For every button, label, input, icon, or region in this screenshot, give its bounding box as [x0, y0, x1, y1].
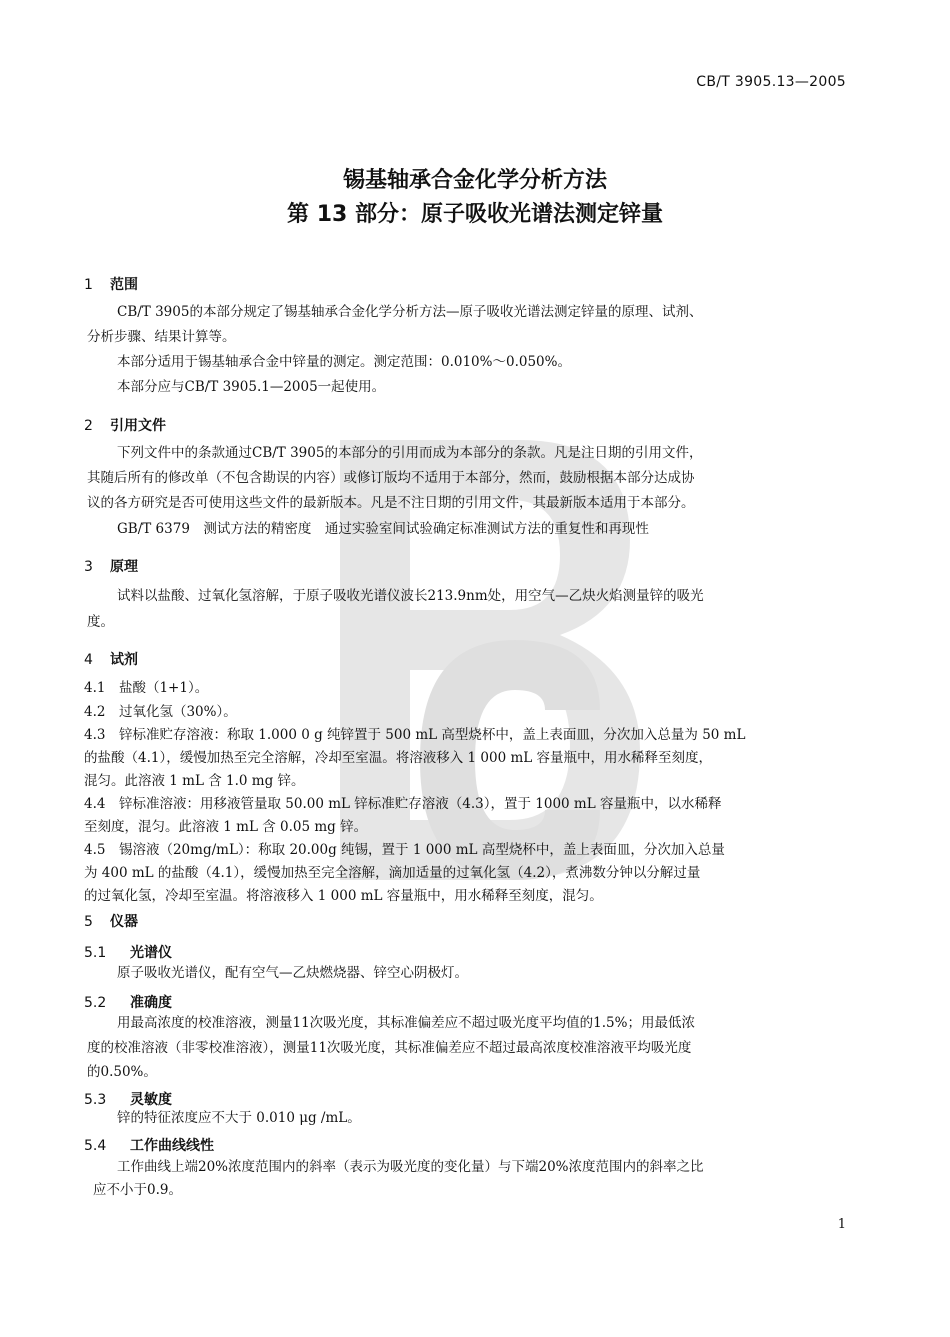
s4-line: 混匀。此溶液 1 mL 含 1.0 mg 锌。 [84, 773, 305, 789]
s5-2-line: 度的校准溶液（非零校准溶液），测量11次吸光度，其标准偏差应不超过最高浓度校准溶液平均吸光度 [87, 1040, 692, 1056]
s5-2-line: 的0.50%。 [87, 1064, 157, 1080]
document-subtitle: 第 13 部分：原子吸收光谱法测定锌量 [287, 202, 663, 227]
page-number: 1 [837, 1217, 846, 1232]
s2-line: 议的各方研究是否可使用这些文件的最新版本。凡是不注日期的引用文件，其最新版本适用于本部分。 [87, 495, 695, 511]
s4-line: 4.5 锡溶液（20mg/mL）：称取 20.00g 纯锡，置于 1 000 mL 高型烧杯中，盖上表面皿，分次加入总量 [84, 842, 725, 858]
subsection-5-2-heading: 5.2 准确度 [84, 995, 172, 1011]
section-1-heading: 1 范围 [84, 277, 138, 293]
s4-line: 的盐酸（4.1），缓慢加热至完全溶解，冷却至室温。将溶液移入 1 000 mL 容量瓶中，用水稀释至刻度， [84, 750, 713, 766]
s4-line: 至刻度，混匀。此溶液 1 mL 含 0.05 mg 锌。 [84, 819, 368, 835]
subsection-5-4-heading: 5.4 工作曲线线性 [84, 1138, 214, 1154]
s4-line: 4.3 锌标准贮存溶液：称取 1.000 0 g 纯锌置于 500 mL 高型烧杯中，盖上表面皿，分次加入总量为 50 mL [84, 727, 746, 743]
section-4-heading: 4 试剂 [84, 652, 138, 668]
document-title: 锡基轴承合金化学分析方法 [342, 168, 607, 193]
s5-4-line: 工作曲线上端20%浓度范围内的斜率（表示为吸光度的变化量）与下端20%浓度范围内的斜率之比 [117, 1159, 704, 1175]
s5-1-line: 原子吸收光谱仪，配有空气—乙炔燃烧器、锌空心阴极灯。 [117, 965, 468, 981]
section-3-heading: 3 原理 [84, 559, 138, 575]
s1-line: CB/T 3905的本部分规定了锡基轴承合金化学分析方法—原子吸收光谱法测定锌量的原理、试剂、 [117, 304, 703, 320]
subsection-5-1-heading: 5.1 光谱仪 [84, 945, 172, 961]
subsection-5-3-heading: 5.3 灵敏度 [84, 1092, 172, 1108]
s1-line: 本部分适用于锡基轴承合金中锌量的测定。测定范围：0.010%～0.050%。 [117, 354, 571, 370]
s5-4-line: 应不小于0.9。 [93, 1182, 182, 1198]
s4-line: 4.1 盐酸（1+1）。 [84, 680, 209, 696]
section-2-heading: 2 引用文件 [84, 418, 166, 434]
s2-line: GB/T 6379 测试方法的精密度 通过实验室间试验确定标准测试方法的重复性和再现性 [117, 521, 649, 537]
s4-line: 4.2 过氧化氢（30%）。 [84, 704, 237, 720]
s1-line: 本部分应与CB/T 3905.1—2005一起使用。 [117, 379, 386, 395]
s2-line: 下列文件中的条款通过CB/T 3905的本部分的引用而成为本部分的条款。凡是注日期的引用文件， [117, 445, 703, 461]
s2-line: 其随后所有的修改单（不包含勘误的内容）或修订版均不适用于本部分，然而，鼓励根据本部分达成协 [87, 470, 695, 486]
section-5-heading: 5 仪器 [84, 914, 138, 930]
s4-line: 4.4 锌标准溶液：用移液管量取 50.00 mL 锌标准贮存溶液（4.3），置于 1000 mL 容量瓶中，以水稀释 [84, 796, 722, 812]
s1-line: 分析步骤、结果计算等。 [87, 329, 236, 345]
s4-line: 的过氧化氢，冷却至室温。将溶液移入 1 000 mL 容量瓶中，用水稀释至刻度，混匀。 [84, 888, 603, 904]
s5-2-line: 用最高浓度的校准溶液，测量11次吸光度，其标准偏差应不超过吸光度平均值的1.5%；用最低浓 [117, 1015, 695, 1031]
standard-code: CB/T 3905.13—2005 [696, 74, 846, 90]
s5-3-line: 锌的特征浓度应不大于 0.010 μg /mL。 [117, 1110, 361, 1126]
s3-line: 试料以盐酸、过氧化氢溶解，于原子吸收光谱仪波长213.9nm处，用空气—乙炔火焰测量锌的吸光 [117, 588, 704, 604]
s3-line: 度。 [87, 614, 114, 630]
s4-line: 为 400 mL 的盐酸（4.1），缓慢加热至完全溶解，滴加适量的过氧化氢（4.2），煮沸数分钟以分解过量 [84, 865, 701, 881]
